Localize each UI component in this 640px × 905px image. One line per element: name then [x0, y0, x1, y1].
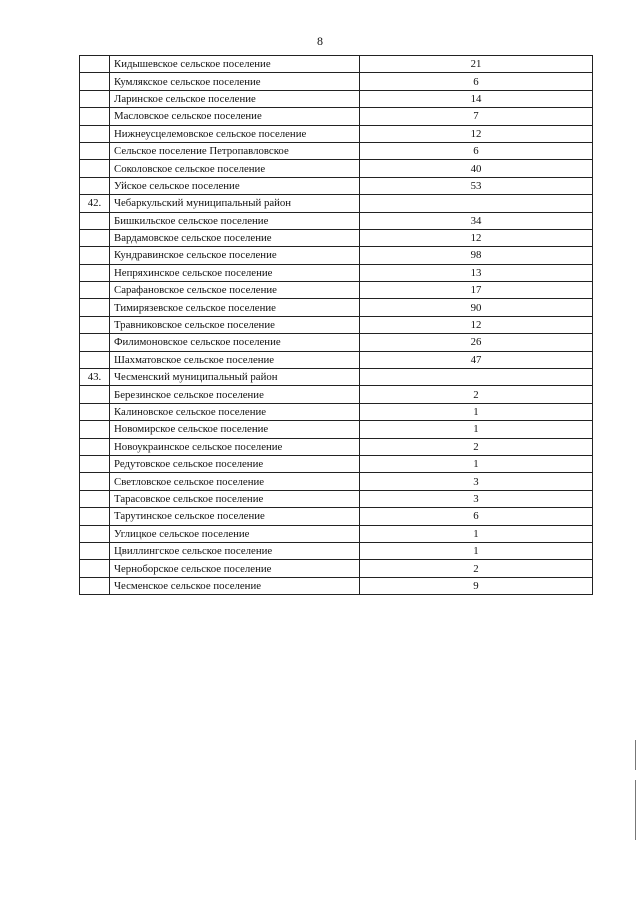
row-number-cell — [80, 351, 110, 368]
settlement-row — [80, 160, 593, 177]
settlement-row — [80, 386, 593, 403]
value-cell: 6 — [360, 142, 593, 159]
settlement-row — [80, 125, 593, 142]
value-cell: 34 — [360, 212, 593, 229]
value-cell: 7 — [360, 108, 593, 125]
row-number-cell — [80, 247, 110, 264]
value-cell: 9 — [360, 577, 593, 594]
row-number-cell — [80, 177, 110, 194]
row-number-cell — [80, 56, 110, 73]
row-number-cell — [80, 142, 110, 159]
row-number-cell — [80, 160, 110, 177]
value-cell: 1 — [360, 421, 593, 438]
settlement-row — [80, 73, 593, 90]
row-number-cell — [80, 490, 110, 507]
settlement-row — [80, 473, 593, 490]
settlement-name-cell: Тимирязевское сельское поселение — [110, 299, 360, 316]
row-number-cell — [80, 316, 110, 333]
settlement-row — [80, 264, 593, 281]
value-cell: 14 — [360, 90, 593, 107]
row-number-cell — [80, 421, 110, 438]
settlement-name-cell: Вардамовское сельское поселение — [110, 229, 360, 246]
value-cell: 1 — [360, 455, 593, 472]
row-number-cell — [80, 403, 110, 420]
settlement-name-cell: Чебаркульский муниципальный район — [110, 195, 360, 212]
settlement-row — [80, 351, 593, 368]
row-number-cell — [80, 125, 110, 142]
row-number-cell — [80, 455, 110, 472]
settlement-name-cell: Сарафановское сельское поселение — [110, 282, 360, 299]
settlement-name-cell: Новомирское сельское поселение — [110, 421, 360, 438]
row-number-cell — [80, 577, 110, 594]
value-cell: 12 — [360, 316, 593, 333]
value-cell: 2 — [360, 560, 593, 577]
settlement-row — [80, 108, 593, 125]
settlement-name-cell: Соколовское сельское поселение — [110, 160, 360, 177]
settlement-name-cell: Черноборское сельское поселение — [110, 560, 360, 577]
value-cell: 6 — [360, 73, 593, 90]
value-cell: 47 — [360, 351, 593, 368]
row-number-cell — [80, 299, 110, 316]
table-body — [80, 56, 593, 595]
settlement-name-cell: Масловское сельское поселение — [110, 108, 360, 125]
settlement-name-cell: Светловское сельское поселение — [110, 473, 360, 490]
settlement-name-cell: Травниковское сельское поселение — [110, 316, 360, 333]
row-number-cell — [80, 334, 110, 351]
scan-margin-mark — [635, 780, 636, 840]
value-cell: 1 — [360, 403, 593, 420]
settlement-row — [80, 299, 593, 316]
settlement-row — [80, 316, 593, 333]
row-number-cell — [80, 560, 110, 577]
settlement-row — [80, 212, 593, 229]
value-cell: 53 — [360, 177, 593, 194]
settlement-name-cell: Кидышевское сельское поселение — [110, 56, 360, 73]
settlement-name-cell: Бишкильское сельское поселение — [110, 212, 360, 229]
value-cell: 17 — [360, 282, 593, 299]
settlement-name-cell: Сельское поселение Петропавловское — [110, 142, 360, 159]
row-number-cell — [80, 264, 110, 281]
value-cell: 21 — [360, 56, 593, 73]
settlement-row — [80, 334, 593, 351]
value-cell: 1 — [360, 542, 593, 559]
settlement-row — [80, 229, 593, 246]
settlement-name-cell: Цвиллингское сельское поселение — [110, 542, 360, 559]
settlement-name-cell: Кумлякское сельское поселение — [110, 73, 360, 90]
row-number-cell — [80, 508, 110, 525]
settlement-name-cell: Кундравинское сельское поселение — [110, 247, 360, 264]
value-cell: 2 — [360, 438, 593, 455]
settlement-name-cell: Березинское сельское поселение — [110, 386, 360, 403]
settlement-row — [80, 438, 593, 455]
settlement-row — [80, 525, 593, 542]
row-number-cell — [80, 90, 110, 107]
value-cell: 40 — [360, 160, 593, 177]
settlement-name-cell: Калиновское сельское поселение — [110, 403, 360, 420]
row-number-cell — [80, 108, 110, 125]
value-cell — [360, 369, 593, 386]
settlement-row — [80, 455, 593, 472]
row-number-cell: 42. — [80, 195, 110, 212]
settlement-row — [80, 490, 593, 507]
settlement-row — [80, 282, 593, 299]
page-number: 8 — [317, 34, 323, 48]
settlement-name-cell: Шахматовское сельское поселение — [110, 351, 360, 368]
row-number-cell: 43. — [80, 369, 110, 386]
value-cell: 26 — [360, 334, 593, 351]
settlement-row — [80, 421, 593, 438]
settlement-name-cell: Ларинское сельское поселение — [110, 90, 360, 107]
value-cell: 3 — [360, 490, 593, 507]
row-number-cell — [80, 438, 110, 455]
settlement-name-cell: Непряхинское сельское поселение — [110, 264, 360, 281]
settlement-row — [80, 403, 593, 420]
value-cell: 90 — [360, 299, 593, 316]
settlements-table — [79, 55, 593, 595]
settlement-row — [80, 577, 593, 594]
value-cell: 12 — [360, 125, 593, 142]
settlement-name-cell: Уйское сельское поселение — [110, 177, 360, 194]
value-cell: 13 — [360, 264, 593, 281]
value-cell: 12 — [360, 229, 593, 246]
row-number-cell — [80, 73, 110, 90]
settlement-row — [80, 508, 593, 525]
settlement-row — [80, 90, 593, 107]
row-number-cell — [80, 212, 110, 229]
row-number-cell — [80, 542, 110, 559]
value-cell: 98 — [360, 247, 593, 264]
settlement-row — [80, 247, 593, 264]
settlement-name-cell: Тарутинское сельское поселение — [110, 508, 360, 525]
district-header-row — [80, 195, 593, 212]
row-number-cell — [80, 229, 110, 246]
settlement-name-cell: Углицкое сельское поселение — [110, 525, 360, 542]
row-number-cell — [80, 282, 110, 299]
district-header-row — [80, 369, 593, 386]
settlement-row — [80, 142, 593, 159]
value-cell — [360, 195, 593, 212]
scan-margin-mark — [635, 740, 636, 770]
settlement-name-cell: Тарасовское сельское поселение — [110, 490, 360, 507]
settlement-name-cell: Чесменское сельское поселение — [110, 577, 360, 594]
settlement-name-cell: Редутовское сельское поселение — [110, 455, 360, 472]
value-cell: 3 — [360, 473, 593, 490]
settlement-row — [80, 56, 593, 73]
settlement-row — [80, 177, 593, 194]
settlement-name-cell: Чесменский муниципальный район — [110, 369, 360, 386]
row-number-cell — [80, 386, 110, 403]
value-cell: 6 — [360, 508, 593, 525]
value-cell: 2 — [360, 386, 593, 403]
settlement-name-cell: Филимоновское сельское поселение — [110, 334, 360, 351]
settlement-row — [80, 560, 593, 577]
settlement-name-cell: Нижнеусцелемовское сельское поселение — [110, 125, 360, 142]
row-number-cell — [80, 525, 110, 542]
row-number-cell — [80, 473, 110, 490]
value-cell: 1 — [360, 525, 593, 542]
settlement-row — [80, 542, 593, 559]
settlement-name-cell: Новоукраинское сельское поселение — [110, 438, 360, 455]
